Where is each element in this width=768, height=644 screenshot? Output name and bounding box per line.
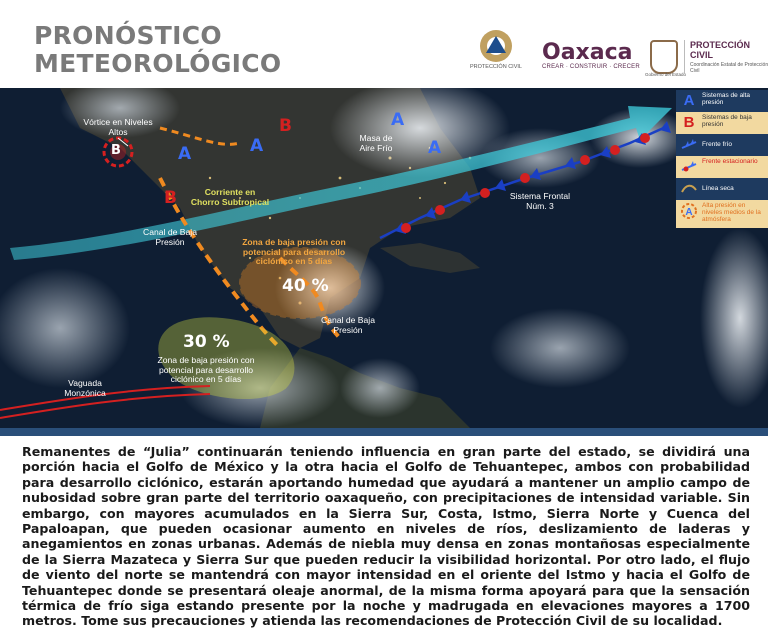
legend-item-frente-estacionario xyxy=(676,156,768,178)
forecast-text: Remanentes de “Julia” continuarán teniendo influencia en gran parte del estado, se dividirá una porción hacia el Golfo de México y la otra hacia el Golfo de Tehuantepec, ambos con probabilidad para desarrollo ciclónico, estarán aportando humedad que ayudará a mantener un amplio campo de nubosidad sobre gran parte del territorio oaxaqueño, con precipitaciones de intensidad variable. Sin embargo, con mayores acumulados en la Sierra Sur, Costa, Istmo, Sierra Norte y Cuenca del Papaloapan, que pueden ocasionar aumento en niveles de ríos, deslizamiento de laderas y anegamientos en zonas urbanas. Además de niebla muy densa en zonas montañosas especialmente de la Sierra Mazateca y Sierra Sur que pueden reducir la visibilidad horizontal. Por otro lado, el flujo de viento del norte se mantendrá con mayor intensidad en el oriente del Istmo y hacia el Golfo de Tehuantepec donde se presentará oleaje anormal, de la misma forma apoyará para que la sensación térmica de frío siga estando presente por la noche y madrugada en elevaciones mayores a 1700 metros. Tome sus precauciones y atienda las recomendaciones de Protección Civil de su localidad. xyxy=(22,444,750,629)
oaxaca-logo-tagline: CREAR · CONSTRUIR · CRECER xyxy=(542,64,640,70)
low-pressure-symbol: B xyxy=(111,143,121,158)
oaxaca-logo xyxy=(542,42,642,70)
legend-item-baja xyxy=(676,112,768,134)
page-title-line1: PRONÓSTICO xyxy=(34,21,222,50)
state-seal-text: Gobierno del Estado xyxy=(645,72,687,77)
proteccion-civil-wordmark xyxy=(684,40,768,74)
high-pressure-symbol: A xyxy=(391,110,405,130)
legend-item-linea-seca xyxy=(676,178,768,200)
label-vortice: Vórtice en Niveles Altos xyxy=(83,117,153,137)
label-zona-2: Zona de baja presión con potencial para desarrollo ciclónico en 5 días xyxy=(157,355,255,384)
legend-item-frente-frio xyxy=(676,134,768,156)
high-pressure-symbol: A xyxy=(428,138,442,158)
label-sistema-frontal: Sistema Frontal Núm. 3 xyxy=(509,191,571,211)
legend-high-icon: A xyxy=(683,92,695,109)
legend-item-alta xyxy=(676,90,768,112)
label-masa-aire: Masa de Aire Frío xyxy=(359,133,393,153)
high-pressure-symbol: A xyxy=(250,136,264,156)
label-vaguada: Vaguada Monzónica xyxy=(64,378,106,398)
label-pct-30: 30 % xyxy=(183,332,230,352)
svg-text:A: A xyxy=(685,207,693,218)
proteccion-civil-logo xyxy=(468,30,524,82)
logo-pc-text: PROTECCIÓN CIVIL xyxy=(470,64,522,70)
state-seal-icon xyxy=(650,40,678,74)
pcivil-title-line1: PROTECCIÓN xyxy=(690,40,751,50)
pcivil-subtitle: Coordinación Estatal de Protección Civil xyxy=(690,62,768,74)
stationary-front-icon xyxy=(680,158,698,176)
legend-label: Alta presión en niveles medios de la atmósfera xyxy=(702,202,761,223)
legend-label: Sistemas de baja presión xyxy=(702,114,752,128)
cloud-mass xyxy=(340,358,420,418)
cloud-mass xyxy=(490,308,630,388)
separator-bar xyxy=(0,428,768,436)
legend-label: Sistemas de alta presión xyxy=(702,92,751,106)
legend-label: Frente estacionario xyxy=(702,158,758,165)
mid-level-high-icon xyxy=(680,202,698,220)
label-corriente: Corriente en Chorro Subtropical xyxy=(190,187,270,207)
high-pressure-symbol: A xyxy=(178,144,192,164)
label-canal-1: Canal de Baja Presión xyxy=(143,227,197,247)
page-title-line2: METEOROLÓGICO xyxy=(34,49,282,78)
page-title xyxy=(34,22,281,78)
legend-item-alta-niveles xyxy=(676,200,768,228)
legend-label: Línea seca xyxy=(702,185,734,192)
label-canal-2: Canal de Baja Presión xyxy=(321,315,375,335)
oaxaca-logo-name: Oaxaca xyxy=(542,40,633,65)
header xyxy=(0,0,768,88)
weather-map xyxy=(0,88,768,428)
logo-triangle-icon xyxy=(486,36,506,53)
label-pct-40: 40 % xyxy=(282,276,329,296)
map-legend xyxy=(676,88,768,298)
low-pressure-symbol: B xyxy=(164,188,177,208)
low-pressure-symbol: B xyxy=(279,116,292,136)
pcivil-title-line2: CIVIL xyxy=(690,50,714,60)
cold-front-icon xyxy=(680,136,698,154)
legend-label: Frente frío xyxy=(702,141,732,148)
label-zona-1: Zona de baja presión con potencial para desarrollo ciclónico en 5 días xyxy=(242,237,346,266)
dry-line-icon xyxy=(680,180,698,198)
legend-low-icon: B xyxy=(683,114,695,131)
